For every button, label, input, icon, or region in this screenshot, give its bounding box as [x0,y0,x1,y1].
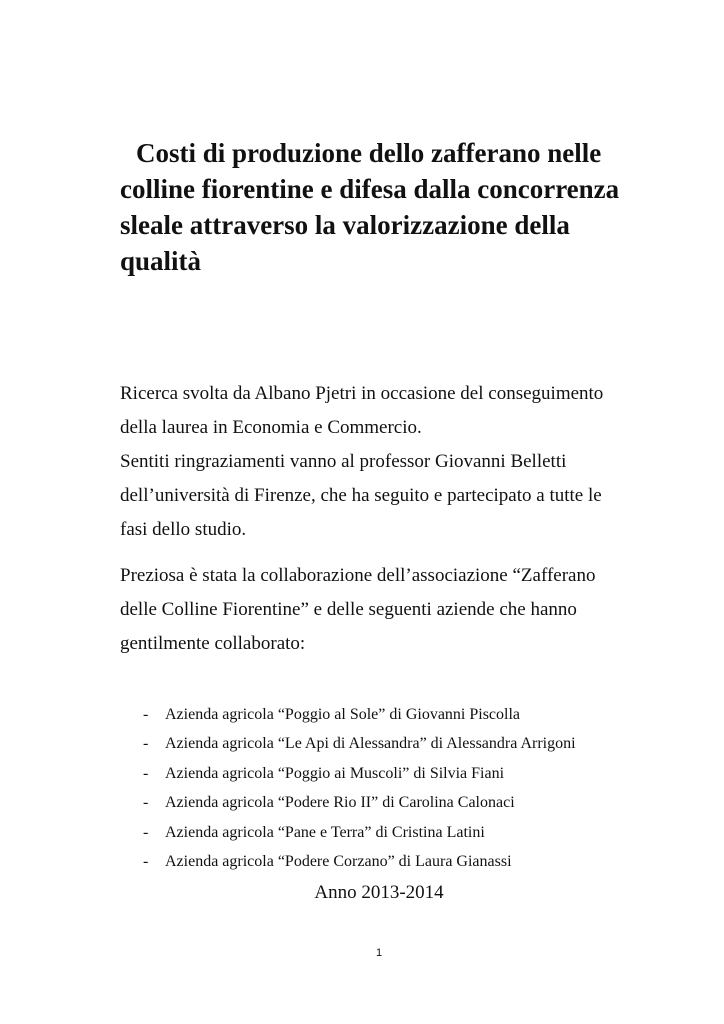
farm-name: Azienda agricola “Pane e Terra” di Cristina Latini [165,823,485,841]
page-number: 1 [375,947,383,959]
bullet-dash: - [143,764,149,782]
list-item [143,729,576,758]
farm-name: Azienda agricola “Poggio ai Muscoli” di Silvia Fiani [165,764,505,782]
list-item [143,788,576,817]
paragraph-line: dell’università di Firenze, che ha seguito e partecipato a tutte le [120,485,602,506]
list-item [143,847,576,876]
bullet-dash: - [143,852,149,870]
list-item [143,818,576,847]
title-line: Costi di produzione dello zafferano nelle [136,138,602,168]
paragraph-line: fasi dello studio. [120,519,247,540]
farm-name: Azienda agricola “Podere Rio II” di Carolina Calonaci [165,794,515,812]
collaboration-paragraph [120,559,640,661]
paragraph-line: gentilmente collaborato: [120,633,306,654]
title-line: sleale attraverso la valorizzazione della [120,210,570,240]
bullet-dash: - [143,706,149,723]
bullet-dash: - [143,794,149,812]
paragraph-line: della laurea in Economia e Commercio. [120,417,422,438]
title-line: qualità [120,246,202,276]
bullet-dash: - [143,823,149,841]
farm-list [143,700,576,876]
paragraph-line: Preziosa è stata la collaborazione dell’associazione “Zafferano [120,565,596,586]
paragraph-line: Sentiti ringraziamenti vanno al professor Giovanni Belletti [120,451,567,472]
list-item [143,700,576,729]
list-item [143,759,576,788]
farm-name: Azienda agricola “Poggio al Sole” di Giovanni Piscolla [165,706,521,723]
paragraph-line: Ricerca svolta da Albano Pjetri in occasione del conseguimento [120,383,604,404]
research-credits-paragraph [120,377,640,547]
bullet-dash: - [143,735,149,753]
farm-name: Azienda agricola “Podere Corzano” di Laura Gianassi [165,852,512,870]
document-title [120,135,640,279]
paragraph-line: delle Colline Fiorentine” e delle seguenti aziende che hanno [120,599,577,620]
academic-year: Anno 2013-2014 [314,882,444,903]
farm-name: Azienda agricola “Le Api di Alessandra” di Alessandra Arrigoni [165,735,576,753]
title-line: colline fiorentine e difesa dalla concorrenza [120,174,620,204]
